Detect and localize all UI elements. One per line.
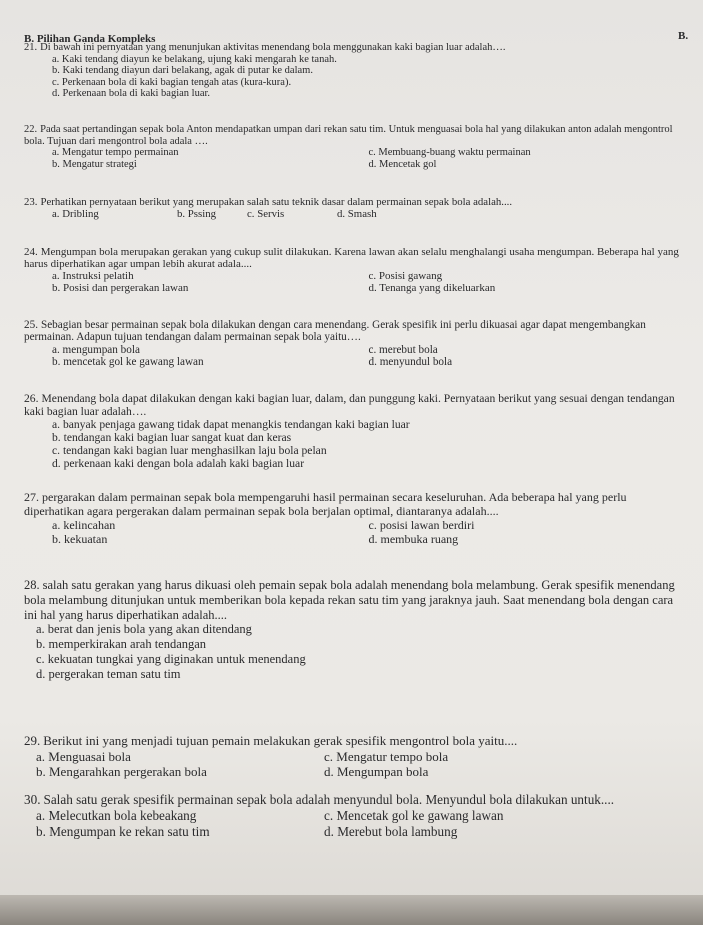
option-d[interactable]: d. pergerakan teman satu tim xyxy=(36,666,181,681)
question-30 xyxy=(24,792,685,840)
option-d[interactable]: d. Perkenaan bola di kaki bagian luar. xyxy=(52,88,211,99)
option-d[interactable]: d. perkenaan kaki dengan bola adalah kaki bagian luar xyxy=(52,456,305,470)
question-number: 30. xyxy=(24,792,41,807)
question-text xyxy=(24,733,685,749)
option-a[interactable]: a. Instruksi pelatih xyxy=(52,270,134,282)
question-28 xyxy=(24,578,685,682)
option-c[interactable]: c. tendangan kaki bagian luar menghasilkan laju bola pelan xyxy=(52,443,327,457)
option-list xyxy=(24,54,685,100)
option-d[interactable]: d. Smash xyxy=(337,207,377,220)
option-b[interactable]: b. tendangan kaki bagian luar sangat kuat dan keras xyxy=(52,430,292,444)
question-text xyxy=(24,490,685,518)
option-b[interactable]: b. Mengumpan ke rekan satu tim xyxy=(36,824,210,839)
question-number: 27. xyxy=(24,490,39,504)
option-b[interactable]: b. memperkirakan arah tendangan xyxy=(36,637,207,652)
question-text xyxy=(24,578,685,622)
page-edge-shadow xyxy=(0,895,703,925)
option-c[interactable]: c. kekuatan tungkai yang diginakan untuk menendang xyxy=(36,651,306,666)
question-body: Pada saat pertandingan sepak bola Anton mendapatkan umpan dari rekan satu tim. Untuk menguasai bola hal yang dilakukan anton adalah mengontrol bola. Tujuan dari mengontrol bola adala …. xyxy=(24,124,673,147)
question-body: Menendang bola dapat dilakukan dengan kaki bagian luar, dalam, dan punggung kaki. Pernyataan berikut yang sesuai dengan tendangan kaki bagian luar adalah…. xyxy=(24,392,675,418)
question-number: 25. xyxy=(24,319,38,331)
option-b[interactable]: b. Mengarahkan pergerakan bola xyxy=(36,764,207,779)
option-b[interactable]: b. Mengatur strategi xyxy=(52,158,137,170)
question-body: Perhatikan pernyataan berikut yang merupakan salah satu teknik dasar dalam permainan sepak bola adalah.... xyxy=(40,196,513,208)
option-a[interactable]: a. mengumpan bola xyxy=(52,343,140,356)
section-title: B. Pilihan Ganda Kompleks xyxy=(24,33,156,45)
question-29 xyxy=(24,733,685,780)
option-list xyxy=(24,419,685,471)
question-number: 24. xyxy=(24,246,38,258)
option-d[interactable]: d. Merebut bola lambung xyxy=(324,824,458,839)
question-text xyxy=(24,124,685,147)
option-c[interactable]: c. merebut bola xyxy=(368,343,438,356)
option-a[interactable]: a. banyak penjaga gawang tidak dapat menangkis tendangan kaki bagian luar xyxy=(52,417,410,431)
question-22 xyxy=(24,124,685,170)
option-c[interactable]: c. posisi lawan berdiri xyxy=(368,518,475,532)
option-grid xyxy=(24,518,685,546)
question-number: 28. xyxy=(24,578,40,592)
option-d[interactable]: d. Mengumpan bola xyxy=(324,764,429,779)
option-b[interactable]: b. kekuatan xyxy=(52,532,108,546)
option-grid xyxy=(24,209,685,221)
option-d[interactable]: d. menyundul bola xyxy=(368,355,453,368)
option-c[interactable]: c. Membuang-buang waktu permainan xyxy=(368,147,531,158)
option-c[interactable]: c. Servis xyxy=(247,207,285,220)
option-b[interactable]: b. mencetak gol ke gawang lawan xyxy=(52,355,204,368)
option-grid xyxy=(24,749,685,780)
option-b[interactable]: b. Kaki tendang diayun dari belakang, agak di putar ke dalam. xyxy=(52,65,313,76)
question-body: Berikut ini yang menjadi tujuan pemain melakukan gerak spesifik mengontrol bola yaitu.... xyxy=(43,733,518,748)
question-text xyxy=(24,792,685,808)
question-27 xyxy=(24,490,685,546)
question-body: Salah satu gerak spesifik permainan sepak bola adalah menyundul bola. Menyundul bola dilakukan untuk.... xyxy=(43,792,615,807)
option-grid xyxy=(24,808,685,840)
option-c[interactable]: c. Mengatur tempo bola xyxy=(324,748,449,764)
option-c[interactable]: c. Posisi gawang xyxy=(368,270,443,282)
question-number: 23. xyxy=(24,196,38,208)
option-list xyxy=(24,622,685,681)
option-grid xyxy=(24,344,685,369)
option-b[interactable]: b. Pssing xyxy=(177,207,217,220)
question-body: Mengumpan bola merupakan gerakan yang cukup sulit dilakukan. Karena lawan akan selalu menghalangi usaha mengumpan. Beberapa hal yang harus diperhatikan agar umpan lebih akurat adala.... xyxy=(24,246,679,270)
option-grid xyxy=(24,147,685,170)
question-body: salah satu gerakan yang harus dikuasi oleh pemain sepak bola adalah menendang bola melambung. Gerak spesifik menendang bola melambung ditunjukan untuk memberikan bola kepada rekan satu tim yang jaraknya jauh. Saat menendang bola dengan cara ini hal yang harus diperhatikan adalah.... xyxy=(24,578,675,622)
option-a[interactable]: a. kelincahan xyxy=(52,518,116,532)
question-number: 22. xyxy=(24,124,38,135)
question-23 xyxy=(24,197,685,220)
question-24 xyxy=(24,246,685,294)
question-text xyxy=(24,42,685,54)
question-body: Di bawah ini pernyataan yang menunjukan aktivitas menendang bola menggunakan kaki bagian luar adalah…. xyxy=(40,42,506,53)
question-number: 26. xyxy=(24,392,39,405)
option-b[interactable]: b. Posisi dan pergerakan lawan xyxy=(52,282,189,294)
question-25 xyxy=(24,319,685,368)
option-a[interactable]: a. Kaki tendang diayun ke belakang, ujung kaki mengarah ke tanah. xyxy=(52,53,337,65)
right-column-marker: B. xyxy=(678,30,689,42)
question-number: 21. xyxy=(24,42,38,53)
question-body: pergarakan dalam permainan sepak bola mempengaruhi hasil permainan secara keseluruhan. Ada beberapa hal yang perlu diperhatikan agara pergerakan dalam permainan sepak bola berjalan optimal, diantaranya adalah.... xyxy=(24,490,627,518)
option-d[interactable]: d. Mencetak gol xyxy=(368,158,437,170)
option-grid xyxy=(24,270,685,294)
option-a[interactable]: a. Mengatur tempo permainan xyxy=(52,147,179,158)
question-text xyxy=(24,246,685,270)
question-21 xyxy=(24,42,685,100)
option-a[interactable]: a. Menguasai bola xyxy=(36,748,131,764)
question-text xyxy=(24,393,685,419)
option-a[interactable]: a. Melecutkan bola kebeakang xyxy=(36,808,197,823)
question-number: 29. xyxy=(24,733,41,748)
option-d[interactable]: d. membuka ruang xyxy=(368,532,459,546)
option-c[interactable]: c. Mencetak gol ke gawang lawan xyxy=(324,808,504,823)
question-body: Sebagian besar permainan sepak bola dilakukan dengan cara menendang. Gerak spesifik ini perlu dikuasai agar dapat mengembangkan permainan. Adapun tujuan tendangan dalam permainan sepak bola yaitu…. xyxy=(24,319,646,344)
option-a[interactable]: a. berat dan jenis bola yang akan ditendang xyxy=(36,622,252,637)
option-d[interactable]: d. Tenanga yang dikeluarkan xyxy=(368,282,496,294)
question-text xyxy=(24,319,685,344)
question-text xyxy=(24,197,685,209)
option-a[interactable]: a. Dribling xyxy=(52,207,99,220)
option-c[interactable]: c. Perkenaan bola di kaki bagian tengah atas (kura-kura). xyxy=(52,76,292,88)
question-26 xyxy=(24,393,685,470)
